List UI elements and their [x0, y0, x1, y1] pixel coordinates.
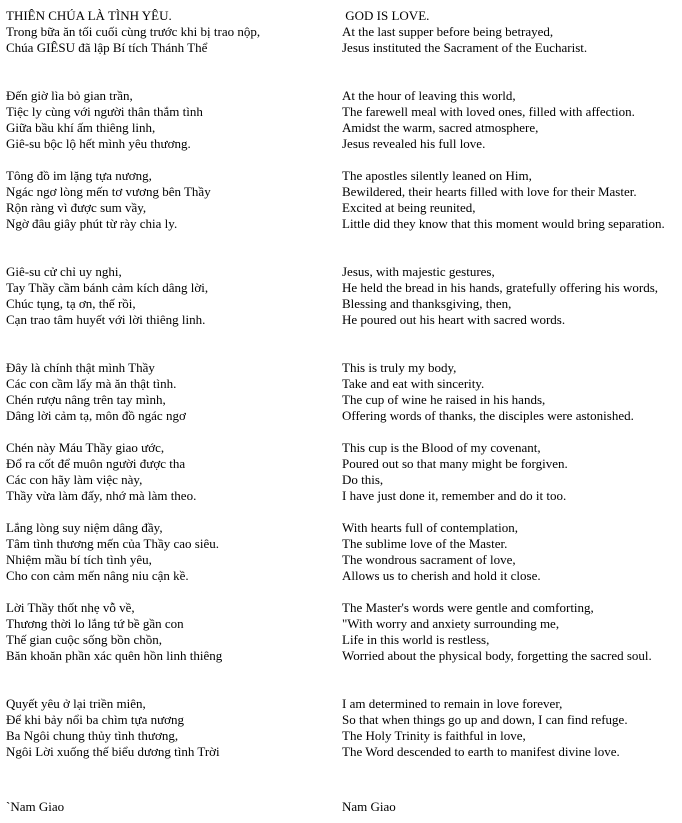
- stanza-spacer: [342, 424, 677, 440]
- verse-line: The Word descended to earth to manifest divine love.: [342, 744, 620, 759]
- verse-line: Đây là chính thật mình Thầy: [6, 360, 155, 375]
- stanza: [6, 440, 326, 504]
- stanza-spacer: [342, 56, 677, 88]
- stanza-spacer: [342, 504, 677, 520]
- verse-line: Chén rượu nâng trên tay mình,: [6, 392, 166, 407]
- stanza: [6, 520, 326, 584]
- verse-line: Do this,: [342, 472, 384, 487]
- verse-line: Giữa bầu khí ấm thiêng linh,: [6, 120, 156, 135]
- verse-line: He poured out his heart with sacred words.: [342, 312, 566, 327]
- verse-line: Jesus, with majestic gestures,: [342, 264, 495, 279]
- verse-line: Little did they know that this moment would bring separation.: [342, 216, 665, 231]
- intro-line: Chúa GIÊSU đã lập Bí tích Thánh Thể: [6, 40, 208, 55]
- stanza: [342, 600, 677, 664]
- verse-line: Đến giờ lìa bỏ gian trần,: [6, 88, 133, 103]
- verse-line: So that when things go up and down, I can find refuge.: [342, 712, 628, 727]
- verse-line: Chúc tụng, tạ ơn, thế rồi,: [6, 296, 136, 311]
- verse-line: Poured out so that many might be forgiven.: [342, 456, 568, 471]
- stanza-spacer: [6, 328, 326, 360]
- verse-line: Ba Ngôi chung thủy tình thương,: [6, 728, 179, 743]
- intro-line: Jesus instituted the Sacrament of the Eucharist.: [342, 40, 588, 55]
- stanza: [6, 264, 326, 328]
- stanza-spacer: [6, 584, 326, 600]
- verse-line: The wondrous sacrament of love,: [342, 552, 516, 567]
- verse-line: Worried about the physical body, forgetting the sacred soul.: [342, 648, 652, 663]
- stanza: [342, 264, 677, 328]
- verse-line: Lắng lòng suy niệm dâng đầy,: [6, 520, 163, 535]
- verse-line: Cạn trao tâm huyết với lời thiêng linh.: [6, 312, 206, 327]
- verse-line: Chén này Máu Thầy giao ước,: [6, 440, 165, 455]
- verse-line: Life in this world is restless,: [342, 632, 490, 647]
- verse-line: With hearts full of contemplation,: [342, 520, 519, 535]
- stanza-spacer: [342, 664, 677, 696]
- signature-english: Nam Giao: [342, 799, 396, 814]
- stanza-spacer: [6, 152, 326, 168]
- stanza-spacer: [6, 504, 326, 520]
- stanza: [342, 696, 677, 760]
- verse-line: Take and eat with sincerity.: [342, 376, 485, 391]
- verse-line: Tâm tình thương mến của Thầy cao siêu.: [6, 536, 219, 551]
- verse-line: Các con hãy làm việc này,: [6, 472, 143, 487]
- verse-line: Giê-su cử chỉ uy nghi,: [6, 264, 122, 279]
- verse-line: Allows us to cherish and hold it close.: [342, 568, 541, 583]
- verse-line: Để khi bảy nổi ba chìm tựa nương: [6, 712, 185, 727]
- verse-line: Dâng lời cảm tạ, môn đồ ngác ngơ: [6, 408, 186, 423]
- verse-line: Jesus revealed his full love.: [342, 136, 486, 151]
- verse-line: Lời Thầy thốt nhẹ vỗ về,: [6, 600, 135, 615]
- intro-line: At the last supper before being betrayed,: [342, 24, 554, 39]
- verse-line: Các con cầm lấy mà ăn thật tình.: [6, 376, 177, 391]
- stanza: [342, 520, 677, 584]
- verse-line: Quyết yêu ở lại triền miên,: [6, 696, 146, 711]
- stanza: [342, 360, 677, 424]
- verse-line: The sublime love of the Master.: [342, 536, 508, 551]
- stanza-spacer: [6, 232, 326, 264]
- stanza-spacer: [342, 584, 677, 600]
- verse-line: Excited at being reunited,: [342, 200, 476, 215]
- verse-line: The farewell meal with loved ones, filled with affection.: [342, 104, 635, 119]
- verse-line: The cup of wine he raised in his hands,: [342, 392, 546, 407]
- vietnamese-column: [6, 8, 326, 760]
- verse-line: Tay Thầy cầm bánh cảm kích dâng lời,: [6, 280, 209, 295]
- verse-line: Cho con cảm mến nâng niu cận kề.: [6, 568, 189, 583]
- stanza-spacer: [6, 664, 326, 696]
- verse-line: Ngờ đâu giây phút từ rày chia ly.: [6, 216, 178, 231]
- verse-line: Băn khoăn phần xác quên hồn linh thiêng: [6, 648, 223, 663]
- verse-line: Tông đồ im lặng tựa nương,: [6, 168, 152, 183]
- verse-line: I am determined to remain in love forever,: [342, 696, 563, 711]
- verse-line: Rộn ràng vì được sum vầy,: [6, 200, 147, 215]
- verse-line: Offering words of thanks, the disciples were astonished.: [342, 408, 634, 423]
- stanza: [342, 88, 677, 152]
- verse-line: At the hour of leaving this world,: [342, 88, 516, 103]
- stanza: [6, 168, 326, 232]
- verse-line: Blessing and thanksgiving, then,: [342, 296, 512, 311]
- stanza: [6, 360, 326, 424]
- intro-line: Trong bữa ăn tối cuối cùng trước khi bị trao nộp,: [6, 24, 261, 39]
- verse-line: Nhiệm mầu bí tích tình yêu,: [6, 552, 152, 567]
- verse-line: Ngôi Lời xuống thế biểu dương tình Trời: [6, 744, 220, 759]
- stanza-spacer: [342, 152, 677, 168]
- stanza-spacer: [6, 424, 326, 440]
- poem-title: GOD IS LOVE.: [342, 8, 430, 23]
- verse-line: Thương thời lo lắng tứ bề gần con: [6, 616, 184, 631]
- verse-line: The apostles silently leaned on Him,: [342, 168, 532, 183]
- verse-line: Thầy vừa làm đấy, nhớ mà làm theo.: [6, 488, 197, 503]
- stanza: [342, 440, 677, 504]
- stanza: [342, 168, 677, 232]
- stanza: [6, 600, 326, 664]
- verse-line: The Holy Trinity is faithful in love,: [342, 728, 526, 743]
- verse-line: He held the bread in his hands, gratefully offering his words,: [342, 280, 659, 295]
- english-column: [342, 8, 677, 760]
- verse-line: I have just done it, remember and do it too.: [342, 488, 567, 503]
- verse-line: Ngác ngơ lòng mến tơ vương bên Thầy: [6, 184, 211, 199]
- verse-line: Giê-su bộc lộ hết mình yêu thương.: [6, 136, 191, 151]
- verse-line: "With worry and anxiety surrounding me,: [342, 616, 560, 631]
- verse-line: The Master's words were gentle and comforting,: [342, 600, 594, 615]
- verse-line: This is truly my body,: [342, 360, 457, 375]
- stanza: [6, 696, 326, 760]
- verse-line: Tiệc ly cùng với người thân thắm tình: [6, 104, 203, 119]
- stanza-spacer: [6, 56, 326, 88]
- stanza-spacer: [342, 232, 677, 264]
- verse-line: Thế gian cuộc sống bồn chồn,: [6, 632, 162, 647]
- stanza: [6, 88, 326, 152]
- verse-line: This cup is the Blood of my covenant,: [342, 440, 541, 455]
- poem-title: THIÊN CHÚA LÀ TÌNH YÊU.: [6, 8, 172, 23]
- verse-line: Bewildered, their hearts filled with love for their Master.: [342, 184, 637, 199]
- signature-vietnamese: `Nam Giao: [6, 799, 65, 814]
- stanza-spacer: [342, 328, 677, 360]
- verse-line: Đổ ra cốt để muôn người được tha: [6, 456, 186, 471]
- verse-line: Amidst the warm, sacred atmosphere,: [342, 120, 539, 135]
